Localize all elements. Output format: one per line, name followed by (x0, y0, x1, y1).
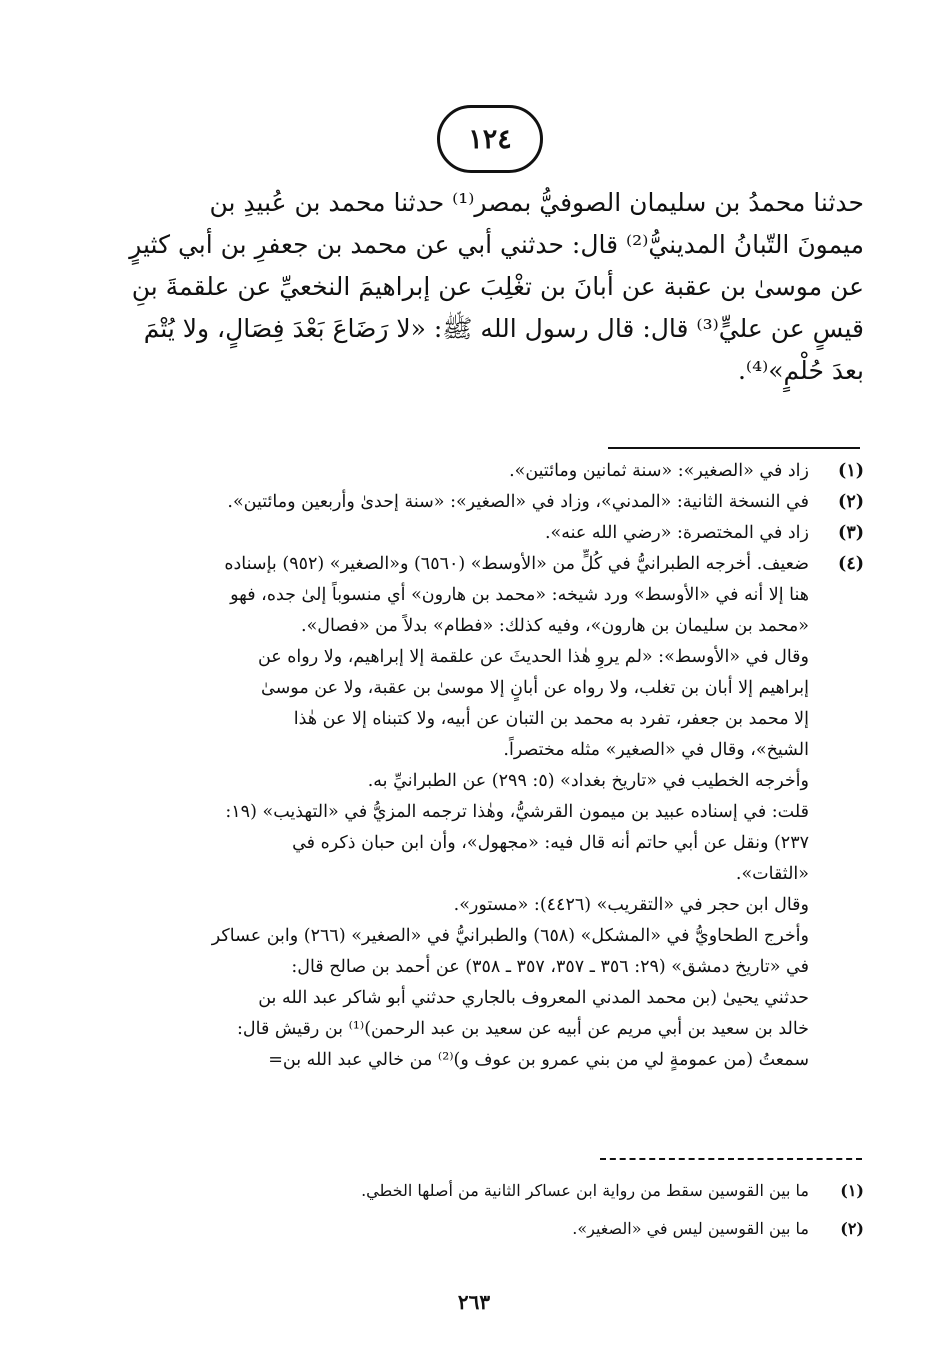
note-line: وأخرج الطحاويُّ في «المشكل» (٦٥٨) والطبرانيُّ في «الصغير» (٢٦٦) وابن عساكر (211, 926, 809, 946)
notes-section (84, 456, 864, 1076)
note-4 (84, 549, 864, 1076)
hadith-line: عن موسىٰ بن عقبة عن أبانَ بن تغْلِبَ عن إبراهيمَ النخعيِّ عن علقمةَ بنِ (131, 272, 864, 301)
hadith-number-badge (437, 105, 543, 173)
notes-separator (608, 447, 860, 449)
footnote-number: (٢) (840, 1219, 864, 1238)
note-2 (84, 487, 864, 518)
note-1 (84, 456, 864, 487)
note-line: قلت: في إسناده عبيد بن ميمون القرشيُّ، وهٰذا ترجمه المزيُّ في «التهذيب» (١٩: (225, 802, 809, 822)
note-line: في النسخة الثانية: «المدني»، وزاد في «الصغير»: «سنة إحدىٰ وأربعين ومائتين». (227, 492, 809, 512)
note-line: ضعيف. أخرجه الطبرانيُّ في كُلٍّ من «الأوسط» (٦٥٦٠) و«الصغير» (٩٥٢) بإسناده (224, 554, 809, 574)
note-line: في «تاريخ دمشق» (٢٩: ٣٥٦ ـ ٣٥٧، ٣٥٧ ـ ٣٥٨) عن أحمد بن صالح قال: (291, 957, 809, 977)
footnote-1 (84, 1176, 864, 1206)
note-number: (٤) (838, 554, 864, 574)
note-line: «الثقات». (735, 864, 809, 884)
hadith-line: بعدَ حُلْمٍ»⁽⁴⁾. (737, 356, 864, 385)
footnote-number: (١) (840, 1181, 864, 1200)
footnote-2 (84, 1214, 864, 1244)
note-line: ٢٣٧) ونقل عن أبي حاتم أنه قال فيه: «مجهول»، وأن ابن حبان ذكره في (292, 833, 809, 853)
note-number: (٣) (838, 523, 864, 543)
note-line: وقال في «الأوسط»: «لم يروِ هٰذا الحديثَ عن علقمة إلا إبراهيم، ولا رواه عن (257, 647, 809, 667)
page-number: ٢٦٣ (457, 1290, 491, 1314)
hadith-line: ميمونَ التّبانُ المدينيُّ⁽²⁾ قال: حدثني أبي عن محمد بن جعفرِ بن أبي كثيرٍ (129, 230, 864, 259)
note-number: (٢) (838, 492, 864, 512)
note-line: زاد في المختصرة: «رضي الله عنه». (544, 523, 809, 543)
note-line: سمعتُ (من عمومةٍ لي من بني عمرو بن عوف و)⁽²⁾ من خالي عبد الله بن= (268, 1050, 809, 1070)
footnote-text: ما بين القوسين سقط من رواية ابن عساكر الثانية من أصلها الخطي. (361, 1181, 809, 1200)
note-number: (١) (838, 461, 864, 481)
note-line: زاد في «الصغير»: «سنة ثمانين ومائتين». (509, 461, 809, 481)
note-3 (84, 518, 864, 549)
note-line: الشيخ»، وقال في «الصغير» مثله مختصراً. (503, 740, 809, 760)
hadith-number: ١٢٤ (468, 123, 512, 155)
note-line: وقال ابن حجر في «التقريب» (٤٤٢٦): «مستور». (453, 895, 809, 915)
note-line: هنا إلا أنه في «الأوسط» ورد شيخه: «محمد بن هارون» أي منسوباً إلىٰ جده، فهو (230, 585, 809, 605)
hadith-text (124, 182, 864, 392)
note-line: إبراهيم إلا أبان بن تغلب، ولا رواه عن أبانٍ إلا موسىٰ بن عقبة، ولا عن موسىٰ (261, 678, 809, 698)
hadith-line: قيسٍ عن عليٍّ⁽³⁾ قال: قال رسول الله ﷺ: «لا رَضَاعَ بَعْدَ فِصَالٍ، ولا يُتْمَ (143, 314, 864, 343)
note-line: حدثني يحيىٰ (بن محمد المدني المعروف بالجاري حدثني أبو شاكر عبد الله بن (258, 988, 809, 1008)
note-line: إلا محمد بن جعفر، تفرد به محمد بن التبان عن أبيه، ولا كتبناه إلا عن هٰذا (293, 709, 809, 729)
footnotes-separator (600, 1158, 862, 1160)
note-line: خالد بن سعيد بن أبي مريم عن أبيه عن سعيد بن عبد الرحمن)⁽¹⁾ بن رقيش قال: (237, 1019, 809, 1039)
note-line: «محمد بن سليمان بن هارون»، وفيه كذلك: «فطام» بدلاً من «فصال». (301, 616, 809, 636)
note-line: وأخرجه الخطيب في «تاريخ بغداد» (٥: ٢٩٩) عن الطبرانيِّ به. (367, 771, 809, 791)
hadith-line: حدثنا محمدُ بن سليمان الصوفيُّ بمصر⁽¹⁾ حدثنا محمد بن عُبيدِ بن (209, 188, 864, 217)
footnotes-section (84, 1176, 864, 1252)
footnote-text: ما بين القوسين ليس في «الصغير». (572, 1219, 809, 1238)
